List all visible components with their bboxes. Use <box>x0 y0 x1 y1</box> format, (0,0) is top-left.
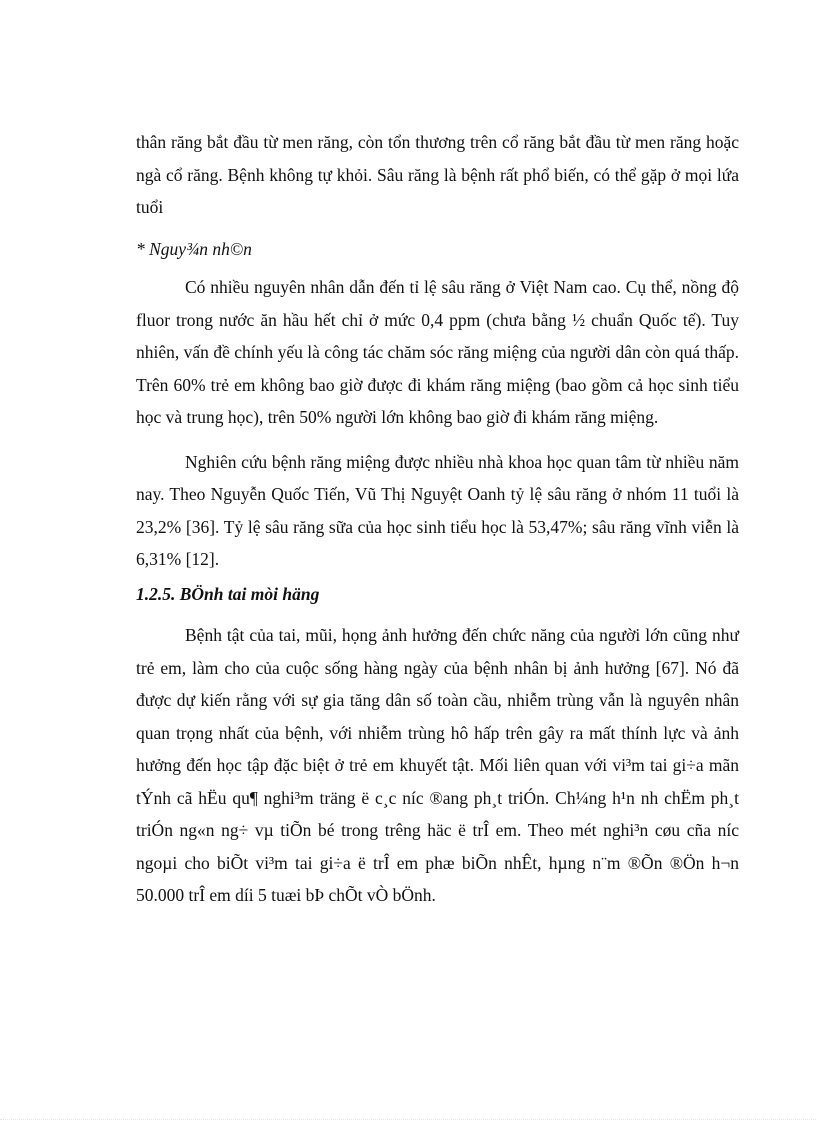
section-heading: 1.2.5. BÖnh tai mòi häng <box>136 583 320 604</box>
body-text <box>136 126 739 912</box>
paragraph-cause: Có nhiều nguyên nhân dẫn đến tỉ lệ sâu răng ở Việt Nam cao. Cụ thể, nồng độ fluor trong nước ăn hầu hết chỉ ở mức 0,4 ppm (chưa bằng ½ chuẩn Quốc tế). Tuy nhiên, vấn đề chính yếu là công tác chăm sóc răng miệng của người dân còn quá thấp. Trên 60% trẻ em không bao giờ được đi khám răng miệng (bao gồm cả học sinh tiểu học và trung học), trên 50% người lớn không bao giờ đi khám răng miệng. <box>136 277 739 427</box>
page-bottom-divider <box>0 1119 816 1120</box>
cause-label: * Nguy¾n nh©n <box>136 238 252 259</box>
paragraph-intro: thân răng bắt đầu từ men răng, còn tổn thương trên cổ răng bắt đầu từ men răng hoặc ngà cổ răng. Bệnh không tự khỏi. Sâu răng là bệnh rất phổ biến, có thể gặp ở mọi lứa tuổi <box>136 132 739 217</box>
paragraph-research: Nghiên cứu bệnh răng miệng được nhiều nhà khoa học quan tâm từ nhiều năm nay. Theo Nguyễn Quốc Tiến, Vũ Thị Nguyệt Oanh tỷ lệ sâu răng ở nhóm 11 tuổi là 23,2% [36]. Tỷ lệ sâu răng sữa của học sinh tiểu học là 53,47%; sâu răng vĩnh viễn là 6,31% [12]. <box>136 451 739 569</box>
paragraph-ent: Bệnh tật của tai, mũi, họng ảnh hưởng đến chức năng của người lớn cũng như trẻ em, làm cho của cuộc sống hàng ngày của bệnh nhân bị ảnh hưởng [67]. Nó đã được dự kiến rằng với sự gia tăng dân số toàn cầu, nhiễm trùng vẫn là nguyên nhân quan trọng nhất của bệnh, với nhiễm trùng hô hấp trên gây ra mất thính lực và ảnh hưởng đến học tập đặc biệt ở trẻ em khuyết tật. Mối liên quan với vi³m tai gi÷a mãn tÝnh cã hËu qu¶ nghi³m träng ë c¸c níc ®ang ph¸t triÓn. Ch¼ng h¹n nh chËm ph¸t triÓn ng«n ng÷ vµ tiÕn bé trong trêng häc ë trÎ em. Theo mét nghi³n cøu cña níc ngoµi cho biÕt vi³m tai gi÷a ë trÎ em phæ biÕn nhÊt, hµng n¨m ®Õn ®Ön h¬n 50.000 trÎ em díi 5 tuæi bÞ chÕt vÒ bÖnh. <box>136 625 739 905</box>
